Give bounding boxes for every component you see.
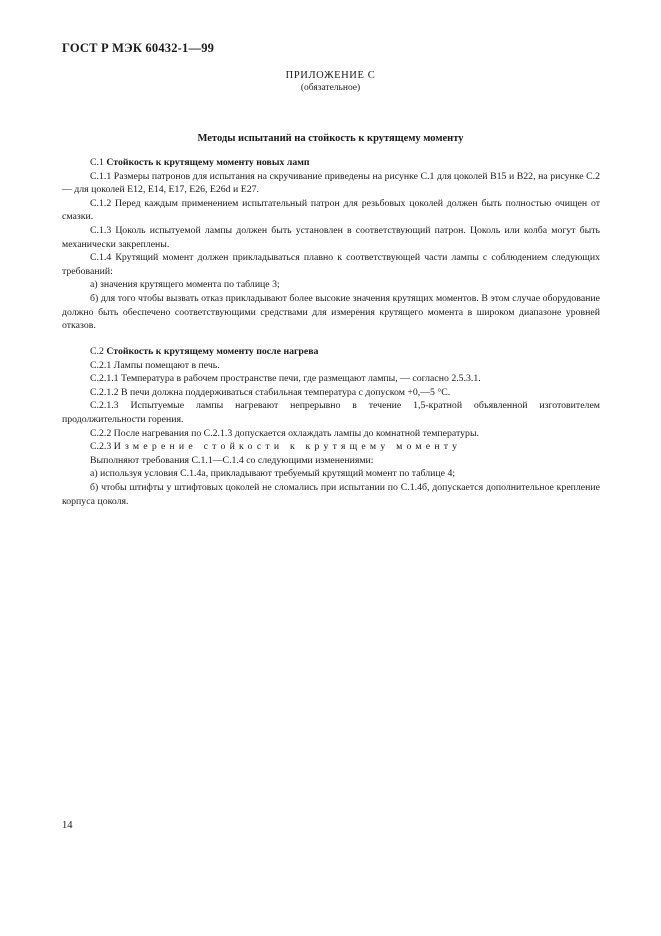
main-title: Методы испытаний на стойкость к крутящему моменту xyxy=(197,133,464,144)
annex-subtitle: (обязательное) xyxy=(300,83,361,93)
page-number: 14 xyxy=(62,820,73,831)
section-c2-3-heading xyxy=(62,440,600,454)
paragraph-c2-3-intro: Выполняют требования С.1.1—С.1.4 со следующими изменениями: xyxy=(90,454,374,466)
section-c2-3-title: Измерение стойкости к крутящему моменту xyxy=(113,441,462,453)
paragraph-c2-2: С.2.2 После нагревания по С.2.1.3 допускается охлаждать лампы до комнатной температуры. xyxy=(90,427,479,439)
section-c1-title: Стойкость к крутящему моменту новых ламп xyxy=(106,157,310,168)
section-c2 xyxy=(62,345,600,508)
section-c2-3-number: С.2.3 xyxy=(90,441,112,453)
paragraph-c1-2: С.1.2 Перед каждым применением испытательный патрон для резьбовых цоколей должен быть полностью очищен от смазки. xyxy=(62,197,600,223)
paragraph-c1-1: С.1.1 Размеры патронов для испытания на скручивание приведены на рисунке С.1 для цоколей В15 и В22, на рисунке С.2 — для цоколей Е12, Е14, Е17, Е26, Е26d и Е27. xyxy=(62,170,600,196)
paragraph-c2-1-3: С.2.1.3 Испытуемые лампы нагревают непрерывно в течение 1,5-кратной объявленной изготовителем продолжительности горения. xyxy=(62,400,600,425)
section-c1 xyxy=(62,156,600,333)
section-c1-number: С.1 xyxy=(90,157,104,168)
list-item-c1-4a: а) значения крутящего момента по таблице 3; xyxy=(90,279,280,291)
paragraph-c2-1: С.2.1 Лампы помещают в печь. xyxy=(90,359,220,371)
paragraph-c1-3: С.1.3 Цоколь испытуемой лампы должен быть установлен в соответствующий патрон. Цоколь или колба могут быть механически закреплены. xyxy=(62,224,600,250)
section-c1-heading xyxy=(62,156,600,170)
list-item-c2-3b: б) чтобы штифты у штифтовых цоколей не сломались при испытании по С.1.4б, допускается дополнительное крепление корпуса цоколя. xyxy=(62,481,600,507)
section-c2-heading xyxy=(62,345,600,359)
paragraph-c2-1-2: С.2.1.2 В печи должна поддерживаться стабильная температура с допуском +0,—5 °С. xyxy=(90,386,451,398)
list-item-c2-3a: а) используя условия С.1.4а, прикладывают требуемый крутящий момент по таблице 4; xyxy=(90,468,456,480)
section-c2-title: Стойкость к крутящему моменту после нагрева xyxy=(106,346,319,357)
paragraph-c2-1-1: С.2.1.1 Температура в рабочем пространстве печи, где размещают лампы, — согласно 2.5.3.1. xyxy=(90,373,481,385)
list-item-c1-4b: б) для того чтобы вызвать отказ прикладывают более высокие значения крутящих моментов. В этом случае оборудование должно быть обеспечено соответствующими средствами для измерения крутящего момента в широком диапазоне уровней отказов. xyxy=(62,292,600,332)
document-code: ГОСТ Р МЭК 60432-1—99 xyxy=(62,41,215,55)
annex-title: ПРИЛОЖЕНИЕ С xyxy=(285,70,376,81)
paragraph-c1-4: С.1.4 Крутящий момент должен прикладываться плавно к соответствующей части лампы с соблюдением следующих требований: xyxy=(62,252,600,277)
section-c2-number: С.2 xyxy=(90,346,104,357)
